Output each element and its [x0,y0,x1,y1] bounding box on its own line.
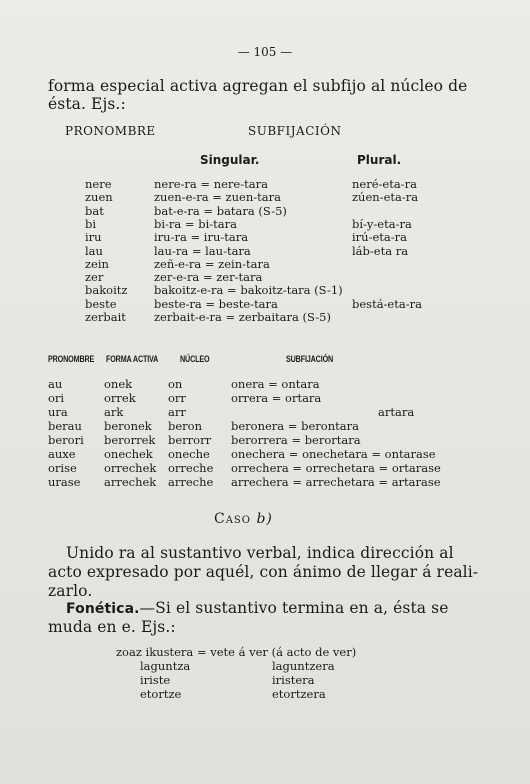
table1-pronoun-cell: bakoitz [85,283,128,297]
example-left: iriste [140,673,171,687]
page-number: — 105 — [237,45,293,59]
fonetica-text: —Si el sustantivo termina en a, ésta se [139,599,449,617]
caso-heading [214,511,273,527]
table1-singular-cell: zeñ-e-ra = zein-tara [154,257,270,271]
table1-singular-cell: zerbait-e-ra = zerbaitara (S-5) [154,310,331,324]
table1-singular-cell: bakoitz-e-ra = bakoitz-tara (S-1) [154,283,343,297]
table2-nucleus-cell: orr [168,391,186,405]
table1-pronoun-cell: lau [85,244,103,258]
table1-pronoun-cell: bi [85,217,97,231]
table1-plural-cell: neré-eta-ra [352,177,417,191]
table2-header-suffix: SUBFIJACIÓN [286,354,334,364]
table2-nucleus-cell: on [168,377,183,391]
caso-label: Caso [214,511,251,527]
table1-plural-cell: zúen-eta-ra [352,190,419,204]
example-left: laguntza [140,659,191,673]
table1-pronoun-cell: zerbait [85,310,126,324]
para2-line-3: zarlo. [48,582,93,600]
table1-singular-cell: bi-ra = bi-tara [154,217,237,231]
para2-line-2: acto expresado por aquél, con ánimo de llegar á reali- [48,563,479,581]
table1-plural-cell: bí-y-eta-ra [352,217,412,231]
example-right: etortzera [272,687,326,701]
table1-singular-cell: zuen-e-ra = zuen-tara [154,190,281,204]
table2-pronoun-cell: urase [48,475,81,489]
table2-pronoun-cell: berori [48,433,84,447]
table2-nucleus-cell: arreche [168,475,214,489]
table2-pronoun-cell: ura [48,405,68,419]
table2-active-cell: ark [104,405,124,419]
table2-suffix-cell: artara [378,405,415,419]
table1-header-pronoun: PRONOMBRE [65,124,156,138]
table2-header-nucleus: NÚCLEO [180,354,210,364]
table1-pronoun-cell: nere [85,177,112,191]
para2-line-1: Unido ra al sustantivo verbal, indica dirección al [66,544,454,562]
table1-singular-cell: beste-ra = beste-tara [154,297,278,311]
table1-pronoun-cell: zein [85,257,109,271]
table2-suffix-cell: onechera = onechetara = ontarase [231,447,436,461]
table1-header-singular: Singular. [200,153,260,167]
table2-nucleus-cell: beron [168,419,202,433]
fonetica-line-2: muda en e. Ejs.: [48,618,176,636]
table2-suffix-cell: berorrera = berortara [231,433,361,447]
fonetica-label: Fonética. [66,601,140,617]
intro-line-1: forma especial activa agregan el subfijo al núcleo de [48,77,468,95]
table2-suffix-cell: beronera = berontara [231,419,359,433]
table1-pronoun-cell: zuen [85,190,113,204]
table1-singular-cell: zer-e-ra = zer-tara [154,270,263,284]
example-right: laguntzera [272,659,335,673]
table2-pronoun-cell: au [48,377,63,391]
caso-letter: b) [256,511,273,527]
table2-active-cell: berorrek [104,433,156,447]
table2-nucleus-cell: berrorr [168,433,212,447]
table2-suffix-cell: arrechera = arrechetara = artarase [231,475,441,489]
table1-plural-cell: láb-eta ra [352,244,409,258]
table2-pronoun-cell: ori [48,391,65,405]
table1-plural-cell: bestá-eta-ra [352,297,422,311]
table2-nucleus-cell: oneche [168,447,210,461]
table1-plural-cell: irú-eta-ra [352,230,407,244]
table2-suffix-cell: onera = ontara [231,377,320,391]
example-left: etortze [140,687,182,701]
table2-active-cell: orrek [104,391,136,405]
table2-pronoun-cell: orise [48,461,77,475]
table2-active-cell: onek [104,377,133,391]
intro-line-2: ésta. Ejs.: [48,95,126,113]
example-right: iristera [272,673,315,687]
table2-active-cell: orrechek [104,461,157,475]
table2-active-cell: arrechek [104,475,157,489]
table2-active-cell: onechek [104,447,153,461]
table2-pronoun-cell: berau [48,419,82,433]
table1-singular-cell: iru-ra = iru-tara [154,230,249,244]
table2-header-pronoun: PRONOMBRE [48,354,95,364]
table1-pronoun-cell: zer [85,270,104,284]
table2-suffix-cell: orrera = ortara [231,391,322,405]
table1-singular-cell: bat-e-ra = batara (S-5) [154,204,287,218]
table1-header-suffix: SUBFIJACIÓN [248,124,342,138]
table2-pronoun-cell: auxe [48,447,76,461]
table2-header-active: FORMA ACTIVA [106,354,159,364]
table1-header-plural: Plural. [357,153,402,167]
table2-nucleus-cell: arr [168,405,186,419]
table2-suffix-cell: orrechera = orrechetara = ortarase [231,461,441,475]
example-first: zoaz ikustera = vete á ver (á acto de ver) [116,645,357,659]
fonetica-line-1 [66,599,449,617]
table1-pronoun-cell: beste [85,297,117,311]
table2-nucleus-cell: orreche [168,461,214,475]
table1-singular-cell: nere-ra = nere-tara [154,177,268,191]
table1-singular-cell: lau-ra = lau-tara [154,244,251,258]
table1-pronoun-cell: iru [85,230,102,244]
table2-active-cell: beronek [104,419,152,433]
table1-pronoun-cell: bat [85,204,104,218]
